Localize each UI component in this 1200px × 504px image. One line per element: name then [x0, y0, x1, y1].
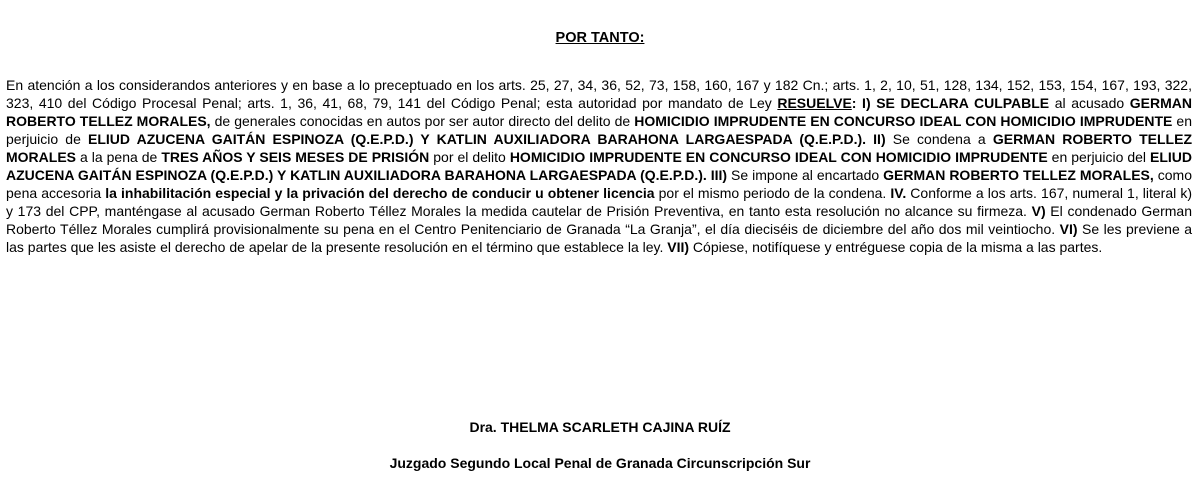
body-text: El condenado German Roberto Téllez Morales cumplirá provisionalmente su pena en el Centro Penitenciario de Granada “La Granja”, el día dieciséis de diciembre del año dos mil veintiocho.: [6, 203, 1192, 237]
body-text: por el mismo periodo de la condena.: [654, 185, 891, 201]
victims-names: ELIUD AZUCENA GAITÁN ESPINOZA (Q.E.P.D.) Y KATLIN AUXILIADORA BARAHONA LARGAESPADA (Q.E.P.D.). III): [6, 149, 1192, 183]
body-text: Cópiese, notifíquese y entréguese copia de la misma a las partes.: [689, 239, 1103, 255]
body-text: como pena accesoria: [6, 167, 1192, 201]
accessory-penalty: la inhabilitación especial y la privación del derecho de conducir u obtener licencia: [105, 185, 655, 201]
body-text: al acusado: [1049, 95, 1130, 111]
ruling-vi-label: VI): [1059, 221, 1078, 237]
resuelve-keyword: RESUELVE: [777, 95, 852, 111]
ruling-v-label: V): [1031, 203, 1046, 219]
sentence-term: TRES AÑOS Y SEIS MESES DE PRISIÓN: [161, 149, 430, 165]
victims-names: ELIUD AZUCENA GAITÁN ESPINOZA (Q.E.P.D.) Y KATLIN AUXILIADORA BARAHONA LARGAESPADA (Q.E.P.D.). II): [88, 131, 886, 147]
ruling-vii-label: VII): [667, 239, 690, 255]
body-text: Conforme a los arts. 167, numeral 1, literal k) y 173 del CPP, manténgase al acusado German Roberto Téllez Morales la medida cautelar de Prisión Preventiva, en tanto esta resolución no alcance su firmeza.: [6, 185, 1192, 219]
court-name: Juzgado Segundo Local Penal de Granada Circunscripción Sur: [389, 455, 811, 471]
defendant-name: GERMAN ROBERTO TELLEZ MORALES: [6, 131, 1192, 165]
body-text: a la pena de: [76, 149, 162, 165]
defendant-name: GERMAN ROBERTO TELLEZ MORALES,: [6, 95, 1192, 129]
body-text: Se les previene a las partes que les asiste el derecho de apelar de la presente resolución en el término que establece la ley.: [6, 221, 1193, 255]
body-text: Se impone al encartado: [727, 167, 884, 183]
legal-basis-text: En atención a los considerandos anteriores y en base a lo preceptuado en los arts. 25, 27, 34, 36, 52, 73, 158, 160, 167 y 182 Cn.; arts. 1, 2, 10, 51, 128, 134, 152, 153, 154, 167, 193, 322, 323, 410 del Código Procesal Penal; arts. 1, 36, 41, 68, 79, 141 del Código Penal; esta autoridad por mandato de Ley: [6, 77, 1192, 111]
body-text: de generales conocidas en autos por ser autor directo del delito de: [210, 113, 635, 129]
defendant-name: GERMAN ROBERTO TELLEZ MORALES,: [883, 167, 1154, 183]
body-text: por el delito: [429, 149, 510, 165]
ruling-iv-label: IV.: [890, 185, 907, 201]
body-text: Se condena a: [885, 131, 993, 147]
offense-name: HOMICIDIO IMPRUDENTE EN CONCURSO IDEAL CON HOMICIDIO IMPRUDENTE: [509, 149, 1048, 165]
body-text: en perjuicio de: [6, 113, 1193, 147]
judge-name: Dra. THELMA SCARLETH CAJINA RUÍZ: [469, 419, 731, 435]
section-heading: POR TANTO:: [555, 30, 645, 46]
ruling-i-label: : I) SE DECLARA CULPABLE: [851, 95, 1050, 111]
offense-name: HOMICIDIO IMPRUDENTE EN CONCURSO IDEAL CON HOMICIDIO IMPRUDENTE: [634, 113, 1173, 129]
resolution-paragraph: [6, 76, 1192, 256]
body-text: en perjuicio del: [1047, 149, 1150, 165]
